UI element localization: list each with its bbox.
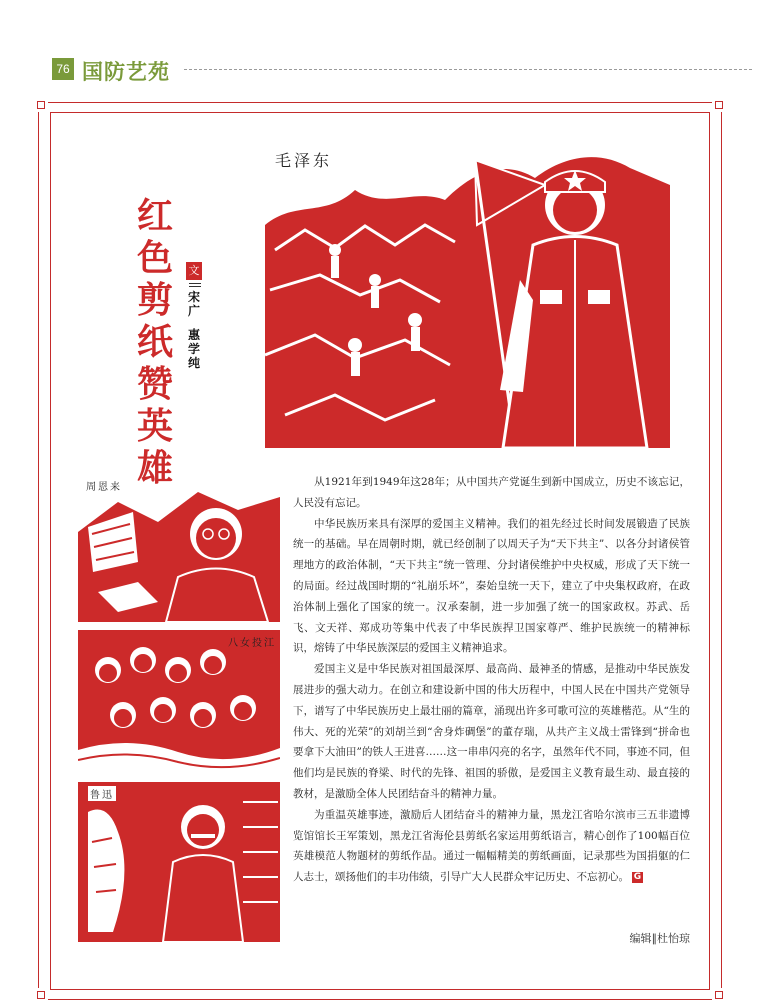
- title-char: 色: [136, 238, 173, 279]
- caption-mao-zedong: 毛泽东: [275, 151, 333, 170]
- article-title: [133, 196, 177, 490]
- paragraph-text: 为重温英雄事迹，激励后人团结奋斗的精神力量，黑龙江省哈尔滨市三五非遗博览馆馆长王军策划，黑龙江省海伦县剪纸名家运用剪纸语言，精心创作了100幅百位英雄模范人物题材的剪纸作品。通过一幅幅精美的剪纸画面，记录那些为国捐躯的仁人志士，颂扬他们的丰功伟绩，引导广大人民群众牢记历史、不忘初心。: [293, 808, 690, 884]
- paragraph: 中华民族历来具有深厚的爱国主义精神。我们的祖先经过长时间发展锻造了民族统一的基础。早在周朝时期，就已经创制了以周天子为“天下共主”、以各分封诸侯管理地方的政治体制，“天下共主”统一管理、分封诸侯维护中央权威，形成了天下统一的局面。经过战国时期的“礼崩乐坏”，秦始皇统一天下，建立了中央集权政府，在政治体制上强化了国家的统一。汉承秦制，进一步加强了统一的国家政权。苏武、岳飞、文天祥、郑成功等集中代表了中华民族捍卫国家尊严、维护民族统一的精神标识，熔铸了中华民族深层的爱国主义精神追求。: [293, 517, 690, 655]
- page-number: 76: [52, 58, 74, 80]
- author-char: 宋: [187, 290, 200, 304]
- caption-lu-xun: 鲁迅: [88, 786, 116, 801]
- byline-label: 文: [186, 262, 202, 280]
- frame-corner: [34, 98, 48, 112]
- byline-divider: [189, 283, 201, 287]
- paragraph: 爱国主义是中华民族对祖国最深厚、最高尚、最神圣的情感，是推动中华民族发展进步的强大动力。在创立和建设新中国的伟大历程中，中国人民在中国共产党领导下，谱写了中华民族历史上最壮丽的篇章，涌现出许多可歌可泣的英雄楷范。从“生的伟大、死的光荣”的刘胡兰到“舍身炸碉堡”的董存瑞，从共产主义战士雷锋到“拼命也要拿下大油田”的铁人王进喜……这一串串闪亮的名字，虽然年代不同，事迹不同，但他们均是民族的脊梁、时代的先锋、祖国的骄傲，是爱国主义教育最生动、最直接的教材，是激励全体人民团结奋斗的精神力量。: [293, 663, 690, 800]
- author-char: 学: [187, 342, 200, 356]
- frame-corner: [712, 988, 726, 1002]
- section-title: 国防艺苑: [82, 60, 170, 84]
- papercut-eight-women: [78, 630, 280, 775]
- end-mark: G: [633, 871, 642, 882]
- header-divider: [184, 69, 752, 70]
- title-char: 赞: [136, 364, 173, 405]
- title-char: 红: [136, 196, 173, 237]
- editor-credit: 编辑∥杜怡琼: [629, 932, 690, 945]
- paragraph: [293, 805, 690, 888]
- caption-eight-women: 八女投江: [228, 638, 276, 649]
- author-char: 广: [187, 304, 200, 318]
- title-char: 剪: [136, 280, 173, 321]
- title-char: 雄: [136, 448, 173, 489]
- title-char: 纸: [136, 322, 173, 363]
- papercut-zhou-enlai: [78, 472, 280, 622]
- byline: [186, 262, 204, 370]
- author-char: 纯: [187, 356, 200, 370]
- papercut-lu-xun: [78, 782, 280, 942]
- papercut-mao-zedong: [265, 130, 670, 448]
- page-header: [0, 0, 760, 100]
- author-char: 惠: [187, 328, 200, 342]
- frame-corner: [34, 988, 48, 1002]
- byline-gap: [186, 318, 202, 328]
- paragraph: 从1921年到1949年这28年；从中国共产党诞生到新中国成立，历史不该忘记，人民没有忘记。: [293, 476, 690, 509]
- caption-zhou-enlai: 周恩来: [86, 482, 122, 493]
- title-char: 英: [136, 406, 173, 447]
- frame-corner: [712, 98, 726, 112]
- article-body: [293, 472, 690, 888]
